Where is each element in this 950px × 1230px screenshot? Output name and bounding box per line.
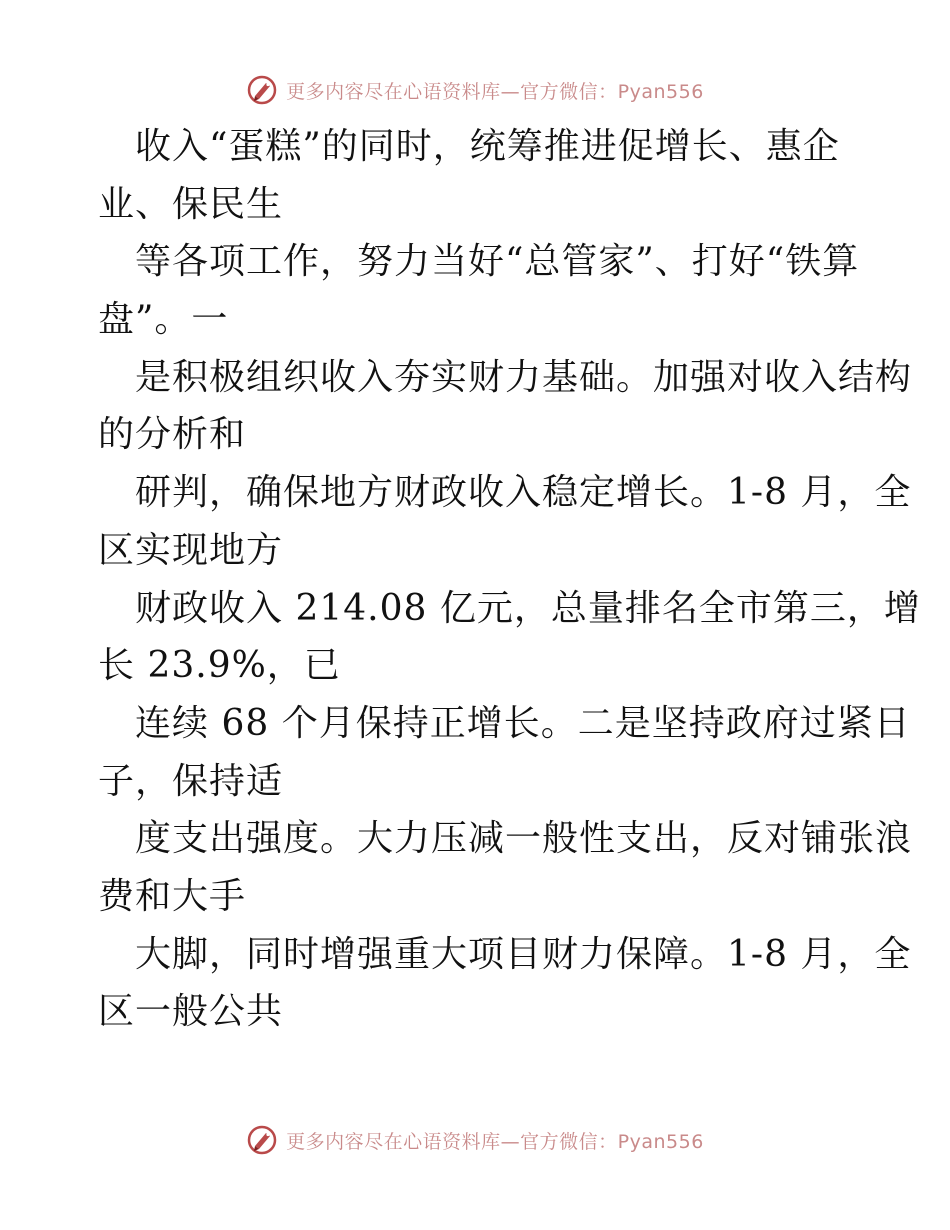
text-line: 盘”。一 xyxy=(98,299,229,341)
text-line: 连续 68 个月保持正增长。二是坚持政府过紧日 xyxy=(135,702,911,744)
text-line: 等各项工作，努力当好“总管家”、打好“铁算 xyxy=(135,241,860,283)
footer-watermark xyxy=(0,1120,950,1160)
text-line: 区一般公共 xyxy=(98,991,284,1033)
text-line: 的分析和 xyxy=(98,414,247,456)
pen-logo-icon xyxy=(246,74,278,106)
text-line: 度支出强度。大力压减一般性支出，反对铺张浪 xyxy=(135,818,913,860)
text-line: 长 23.9%，已 xyxy=(98,645,341,687)
text-line: 大脚，同时增强重大项目财力保障。1-8 月，全 xyxy=(135,933,912,975)
watermark-text: 更多内容尽在心语资料库—官方微信：Pyan556 xyxy=(286,80,704,103)
text-line: 子，保持适 xyxy=(98,760,284,802)
text-line: 收入“蛋糕”的同时，统筹推进促增长、惠企 xyxy=(135,126,840,167)
text-line: 区实现地方 xyxy=(98,529,284,571)
document-body xyxy=(98,118,921,1041)
pen-logo-icon xyxy=(246,1124,278,1156)
header-watermark xyxy=(0,70,950,110)
text-line: 财政收入 214.08 亿元，总量排名全市第三，增 xyxy=(135,587,921,629)
text-line: 是积极组织收入夯实财力基础。加强对收入结构 xyxy=(135,356,913,398)
text-line: 业、保民生 xyxy=(98,183,284,225)
text-line: 研判，确保地方财政收入稳定增长。1-8 月，全 xyxy=(135,472,912,514)
watermark-text: 更多内容尽在心语资料库—官方微信：Pyan556 xyxy=(286,1130,704,1153)
text-line: 费和大手 xyxy=(98,875,247,917)
